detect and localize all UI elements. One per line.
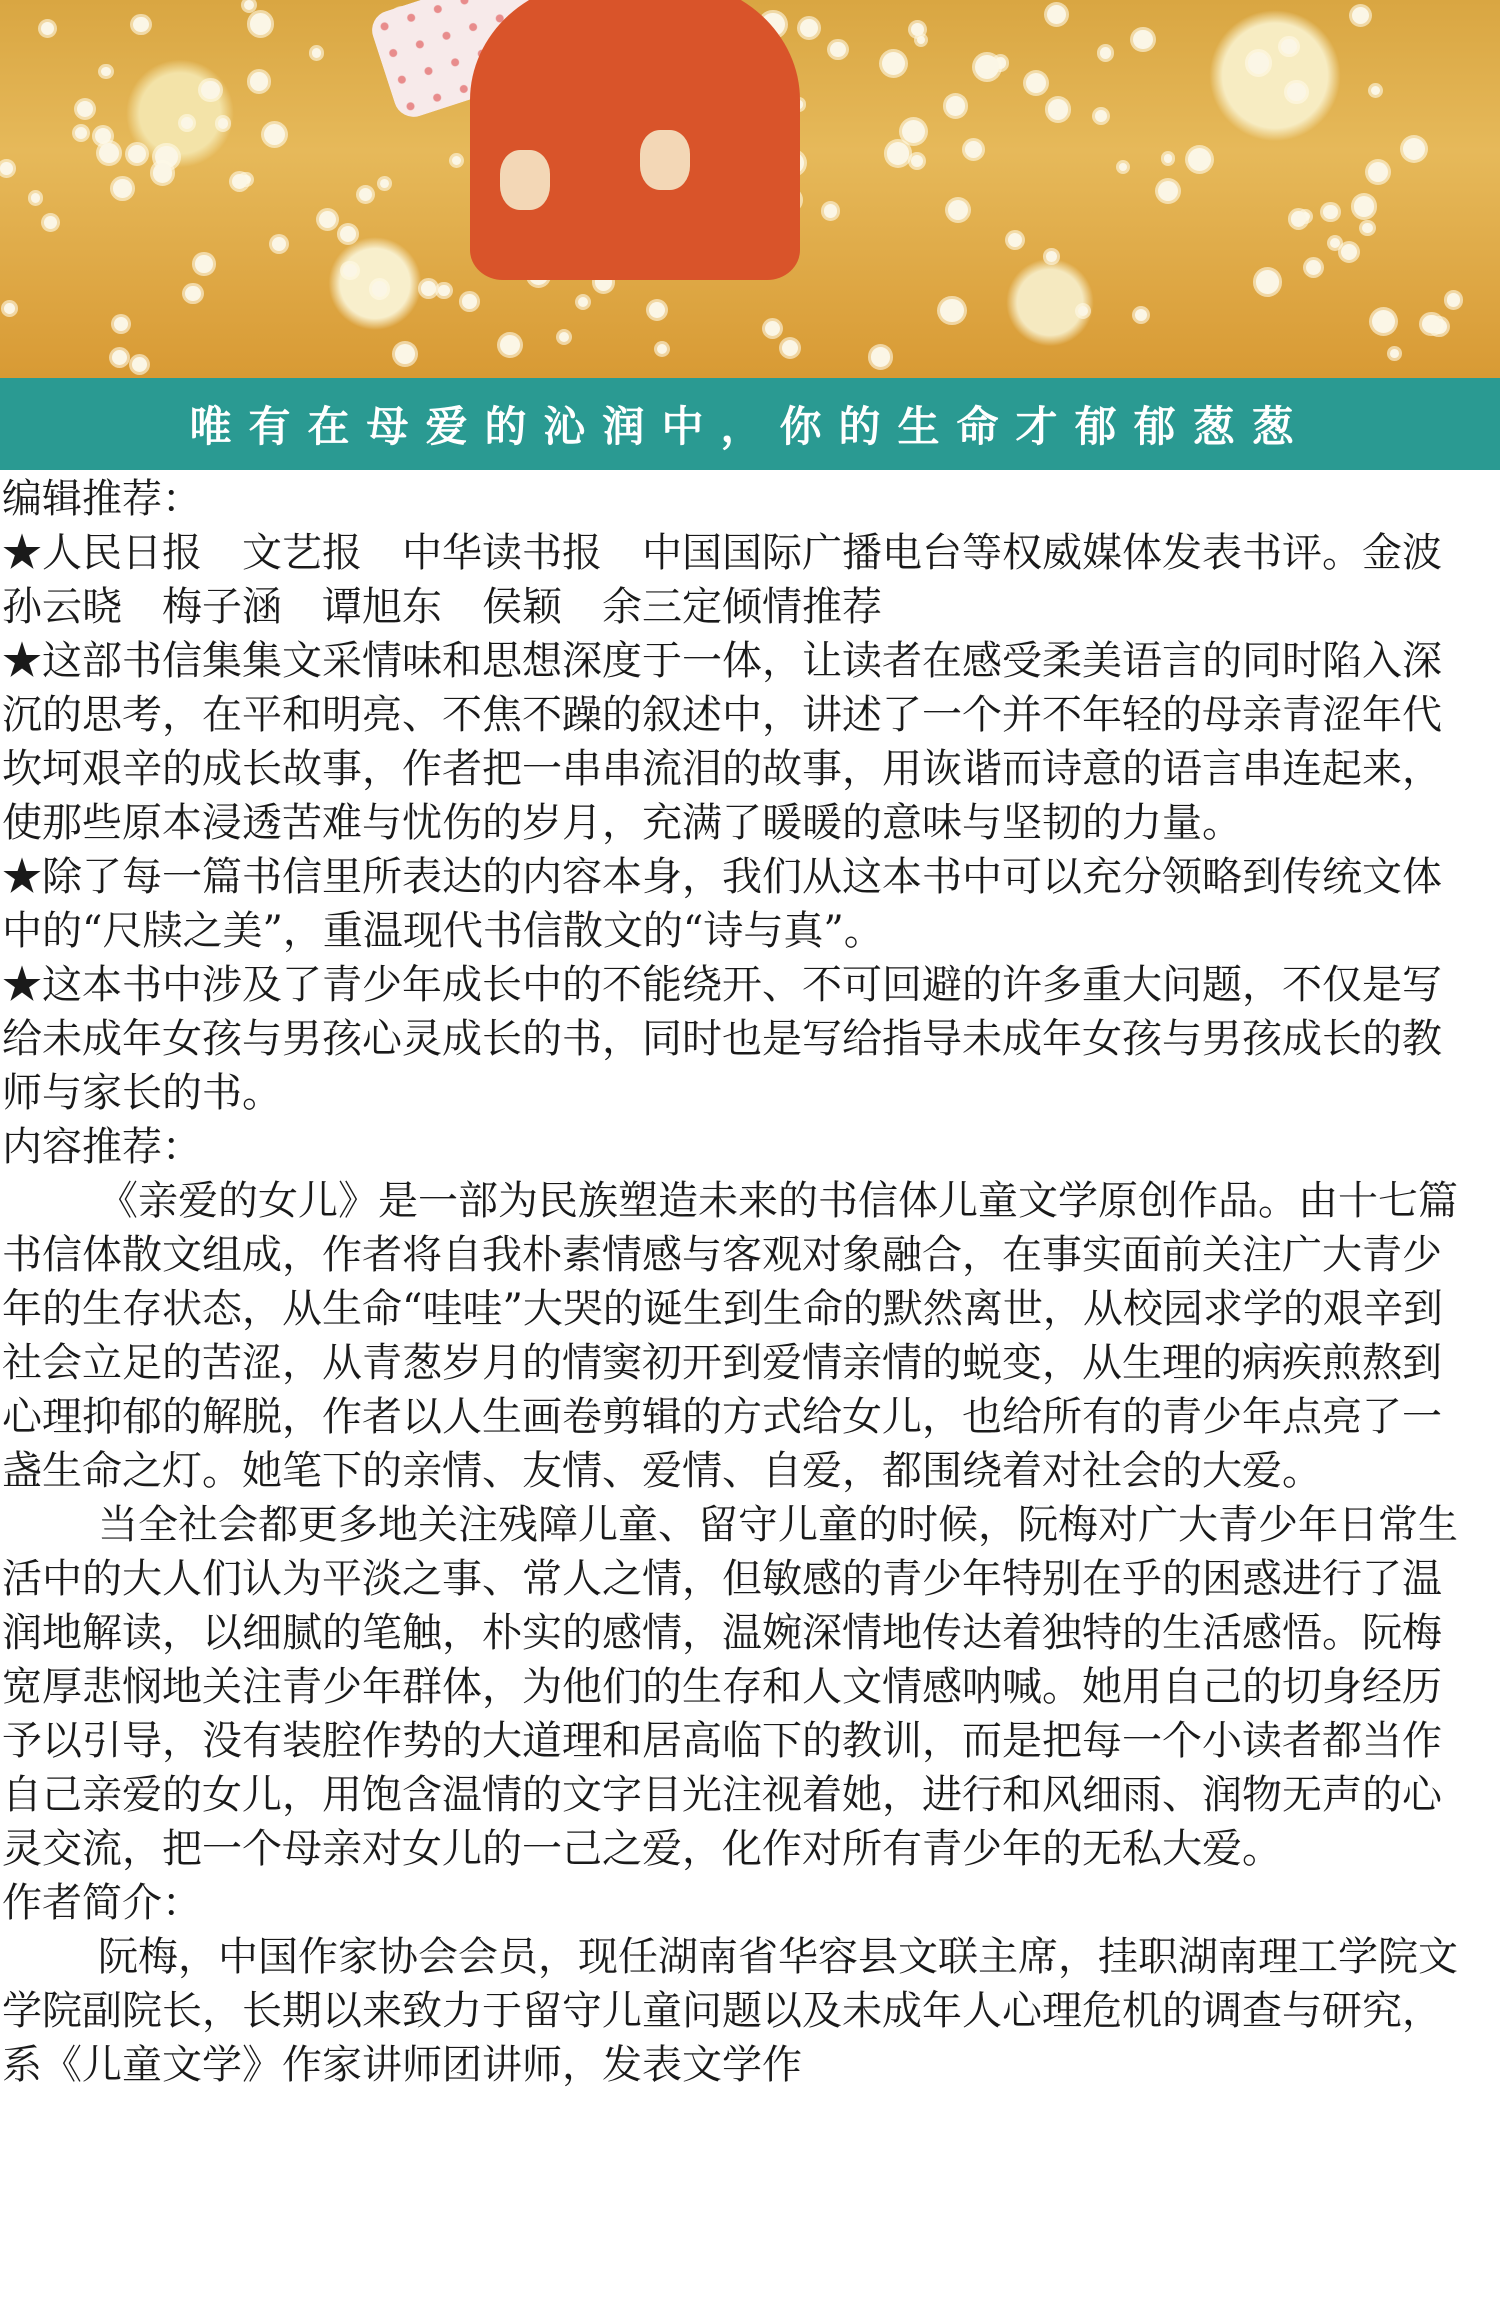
blossom-decoration: [946, 96, 965, 115]
blossom-decoration: [948, 200, 968, 220]
blossom-decoration: [244, 0, 254, 10]
blossom-decoration: [1135, 309, 1147, 321]
blossom-decoration: [1133, 30, 1152, 49]
blossom-decoration: [1341, 244, 1357, 260]
blossom-decoration: [1256, 270, 1280, 294]
content-paragraph: 《亲爱的女儿》是一部为民族塑造未来的书信体儿童文学原创作品。由十七篇书信体散文组成，作者将自我朴素情感与客观对象融合，在事实面前关注广大青少年的生存状态，从生命“哇哇”大哭的诞生到生命的默然离世，从校园求学的艰辛到社会立足的苦涩，从青葱岁月的情窦初开到爱情亲情的蜕变，从生理的病疾煎熬到心理抑郁的解脱，作者以人生画卷剪辑的方式给女儿，也给所有的青少年点亮了一盏生命之灯。她笔下的亲情、友情、爱情、自爱，都围绕着对社会的大爱。: [2, 1178, 1458, 1494]
editor-recommendation-heading: 编辑推荐：: [2, 476, 202, 522]
blossom-decoration: [1390, 349, 1399, 358]
blossom-decoration: [800, 19, 818, 37]
blossom-decoration: [218, 118, 228, 128]
blossom-decoration: [312, 48, 321, 57]
blossom-decoration: [1368, 162, 1388, 182]
author-intro-heading: 作者简介：: [2, 1880, 202, 1926]
blossom-decoration: [1352, 7, 1369, 24]
blossom-decoration: [0, 162, 13, 175]
blossom-decoration: [101, 67, 110, 76]
blossom-decoration: [133, 17, 148, 32]
blossom-decoration: [965, 141, 982, 158]
blossom-decoration: [1048, 99, 1069, 120]
blossom-decoration: [195, 255, 212, 272]
blossom-decoration: [438, 285, 450, 297]
blossom-decoration: [75, 127, 87, 139]
editor-item: ★这本书中涉及了青少年成长中的不能绕开、不可回避的许多重大问题，不仅是写给未成年女孩与男孩心灵成长的书，同时也是写给指导未成年女孩与男孩成长的教师与家长的书。: [2, 962, 1442, 1116]
editor-item: ★除了每一篇书信里所表达的内容本身，我们从这本书中可以充分领略到传统文体中的“尺牍之美”，重温现代书信散文的“诗与真”。: [2, 854, 1442, 954]
blossom-decoration: [1287, 83, 1306, 102]
blossom-decoration: [462, 294, 477, 309]
blossom-decoration: [500, 335, 520, 355]
editor-item: ★人民日报 文艺报 中华读书报 中国国际广播电台等权威媒体发表书评。金波 孙云晓 梅子涵 谭旭东 侯颖 余三定倾情推荐: [2, 530, 1482, 630]
blossom-decoration: [1100, 47, 1112, 59]
blossom-decoration: [181, 117, 193, 129]
blossom-decoration: [359, 188, 372, 201]
blossom-decoration: [41, 22, 54, 35]
blossom-decoration: [917, 36, 925, 44]
blossom-decoration: [113, 179, 132, 198]
blossom-decoration: [1008, 233, 1023, 248]
blossom-decoration: [4, 303, 15, 314]
blossom-decoration: [44, 216, 57, 229]
blossom-decoration: [372, 281, 387, 296]
blossom-decoration: [112, 350, 127, 365]
blossom-decoration: [1330, 238, 1340, 248]
content-paragraph: 当全社会都更多地关注残障儿童、留守儿童的时候，阮梅对广大青少年日常生活中的大人们认为平淡之事、常人之情，但敏感的青少年特别在乎的困惑进行了温润地解读，以细腻的笔触，朴实的感情，温婉深情地传达着独特的生活感悟。阮梅宽厚悲悯地关注青少年群体，为他们的生存和人文情感呐喊。她用自己的切身经历予以引导，没有装腔作势的大道理和居高临下的教训，而是把每一个小读者都当作自己亲爱的女儿，用饱含温情的文字目光注视着她，进行和风细雨、润物无声的心灵交流，把一个母亲对女儿的一己之爱，化作对所有青少年的无私大爱。: [2, 1502, 1458, 1872]
blossom-decoration: [114, 317, 128, 331]
blossom-decoration: [1371, 86, 1380, 95]
blossom-decoration: [340, 226, 356, 242]
blossom-decoration: [132, 357, 147, 372]
content-recommendation-heading: 内容推荐：: [2, 1124, 202, 1170]
blossom-decoration: [272, 237, 286, 251]
blossom-decoration: [1095, 110, 1107, 122]
slogan-banner: [0, 378, 1500, 470]
blossom-decoration: [250, 13, 271, 34]
slogan-text: 唯有在母爱的沁润中，你的生命才郁郁葱葱: [189, 402, 1311, 451]
blossom-decoration: [250, 72, 269, 91]
blossom-decoration: [77, 101, 93, 117]
blossom-decoration: [782, 340, 799, 357]
blossom-decoration: [1281, 39, 1296, 54]
girl-illustration: [470, 0, 800, 280]
blossom-decoration: [975, 55, 999, 79]
blossom-decoration: [95, 128, 111, 144]
blossom-decoration: [578, 297, 588, 307]
blossom-decoration: [887, 142, 910, 165]
blossom-decoration: [1447, 293, 1461, 307]
blossom-decoration: [1026, 73, 1046, 93]
blossom-decoration: [1047, 5, 1066, 24]
blossom-decoration: [911, 23, 924, 36]
girl-hand-illustration: [640, 130, 690, 190]
blossom-decoration: [1354, 196, 1375, 217]
blossom-decoration: [1248, 52, 1269, 73]
blossom-decoration: [1046, 251, 1056, 261]
blossom-decoration: [128, 145, 146, 163]
blossom-decoration: [911, 155, 923, 167]
blossom-decoration: [153, 163, 173, 183]
blossom-decoration: [380, 179, 389, 188]
blossom-decoration: [657, 344, 667, 354]
blossom-decoration: [940, 299, 964, 323]
blossom-decoration: [830, 42, 846, 58]
blossom-decoration: [765, 321, 780, 336]
article-body: [0, 470, 1500, 2092]
blossom-decoration: [824, 204, 837, 217]
cover-illustration: [0, 0, 1500, 378]
blossom-decoration: [902, 120, 925, 143]
blossom-decoration: [1119, 163, 1127, 171]
blossom-decoration: [264, 124, 285, 145]
blossom-decoration: [1188, 148, 1211, 171]
blossom-decoration: [99, 143, 119, 163]
blossom-decoration: [232, 174, 247, 189]
blossom-decoration: [871, 347, 891, 367]
blossom-decoration: [1403, 138, 1425, 160]
blossom-decoration: [31, 193, 40, 202]
girl-hand-illustration: [500, 150, 550, 210]
blossom-decoration: [649, 302, 665, 318]
blossom-decoration: [559, 332, 569, 342]
blossom-decoration: [343, 264, 357, 278]
blossom-decoration: [882, 52, 905, 75]
blossom-decoration: [1164, 154, 1172, 162]
author-paragraph: 阮梅，中国作家协会会员，现任湖南省华容县文联主席，挂职湖南理工学院文学院副院长，长期以来致力于留守儿童问题以及未成年人心理危机的调查与研究，系《儿童文学》作家讲师团讲师，发表文学作: [2, 1934, 1458, 2088]
blossom-decoration: [1158, 181, 1178, 201]
blossom-decoration: [1306, 260, 1321, 275]
blossom-decoration: [319, 211, 336, 228]
blossom-decoration: [452, 156, 461, 165]
blossom-decoration: [1422, 315, 1441, 334]
blossom-decoration: [1291, 211, 1306, 226]
blossom-decoration: [395, 344, 415, 364]
blossom-decoration: [201, 81, 219, 99]
blossom-decoration: [1362, 223, 1373, 234]
blossom-decoration: [1078, 306, 1088, 316]
blossom-decoration: [1372, 310, 1395, 333]
blossom-decoration: [421, 281, 436, 296]
blossom-decoration: [1323, 205, 1338, 220]
blossom-decoration: [185, 286, 201, 302]
editor-item: ★这部书信集集文采情味和思想深度于一体，让读者在感受柔美语言的同时陷入深沉的思考，在平和明亮、不焦不躁的叙述中，讲述了一个并不年轻的母亲青涩年代坎坷艰辛的成长故事，作者把一串串流泪的故事，用诙谐而诗意的语言串连起来，使那些原本浸透苦难与忧伤的岁月，充满了暖暖的意味与坚韧的力量。: [2, 638, 1442, 846]
